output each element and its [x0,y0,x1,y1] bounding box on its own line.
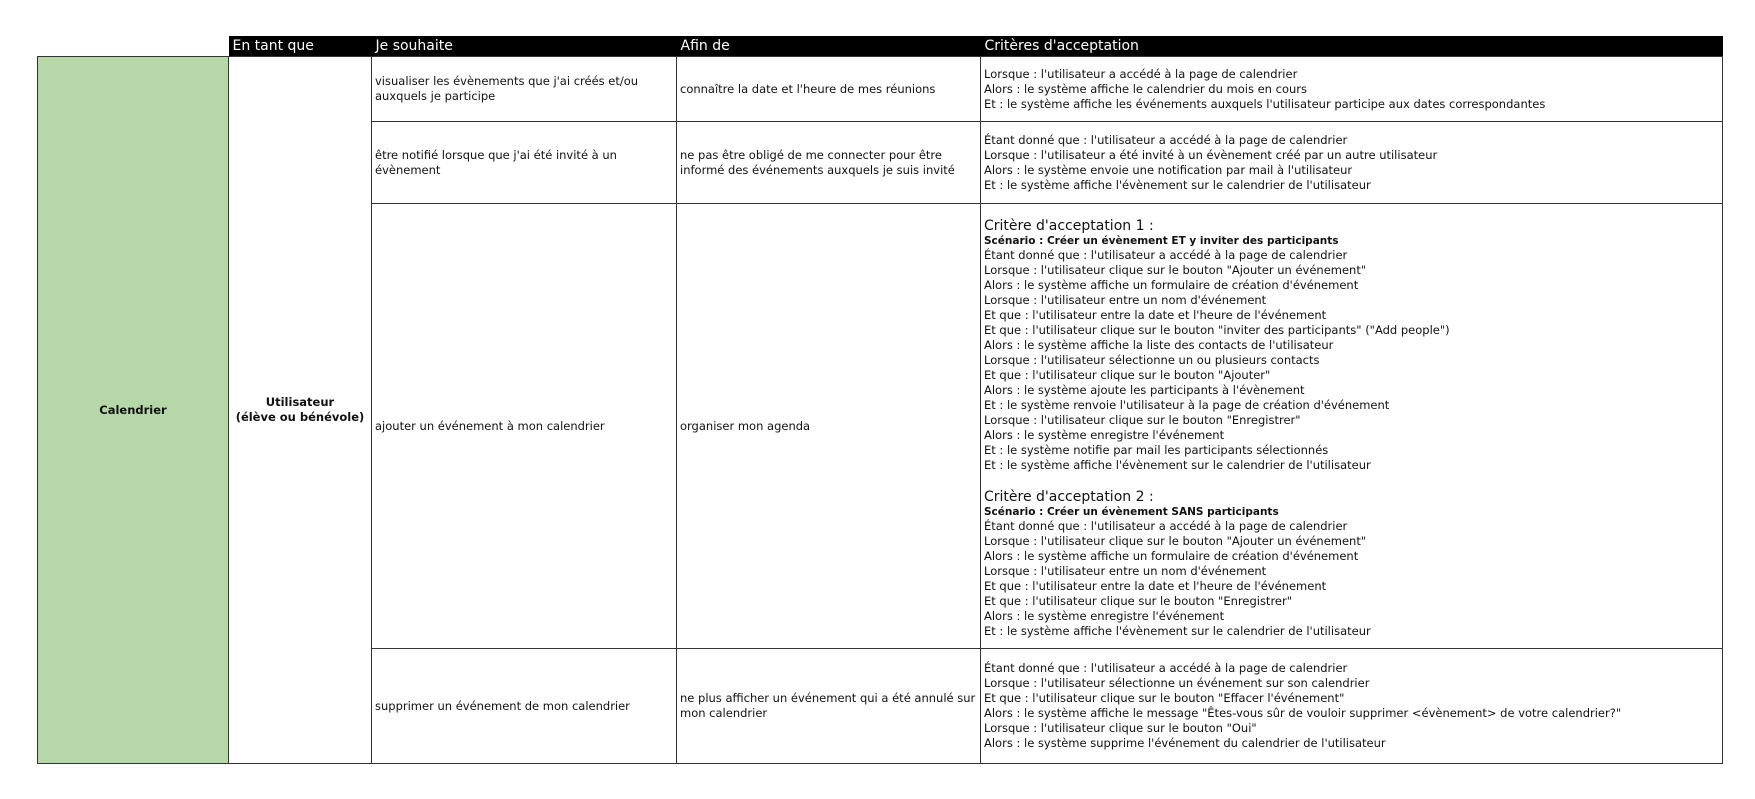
header-so-that: Afin de [677,36,981,57]
criteria-line: Et : le système affiche l'évènement sur le calendrier de l'utilisateur [984,623,1371,638]
want-cell: ajouter un événement à mon calendrier [372,204,677,649]
criteria-line: Et que : l'utilisateur clique sur le bouton "Ajouter" [984,367,1271,382]
criteria-line: Et que : l'utilisateur clique sur le bouton "Effacer l'événement" [984,691,1345,705]
criteria-line: Lorsque : l'utilisateur sélectionne un événement sur son calendrier [984,676,1370,690]
criteria-cell [981,57,1723,122]
criteria-cell [981,649,1723,764]
feature-cell: Calendrier [38,57,229,764]
table-row [38,57,1723,122]
criteria-line: Alors : le système enregistre l'événement [984,608,1225,623]
criteria-line: Et : le système affiche l'évènement sur le calendrier de l'utilisateur [984,457,1371,472]
criteria-line: Étant donné que : l'utilisateur a accédé à la page de calendrier [984,247,1348,262]
criteria-line: Alors : le système enregistre l'événement [984,427,1225,442]
criteria-line: Lorsque : l'utilisateur entre un nom d'événement [984,563,1267,578]
criteria-line: Lorsque : l'utilisateur clique sur le bouton "Oui" [984,721,1257,735]
header-row [38,36,1723,57]
criteria-line: Lorsque : l'utilisateur entre un nom d'événement [984,292,1267,307]
role-detail: (élève ou bénévole) [235,410,365,424]
criteria-line: Alors : le système affiche la liste des contacts de l'utilisateur [984,337,1334,352]
want-cell: être notifié lorsque que j'ai été invité à un évènement [372,122,677,204]
criteria-line: Lorsque : l'utilisateur sélectionne un ou plusieurs contacts [984,352,1320,367]
criteria-line: Étant donné que : l'utilisateur a accédé à la page de calendrier [984,518,1348,533]
criteria-line: Et que : l'utilisateur clique sur le bouton "Enregistrer" [984,593,1293,608]
criteria-line: Et que : l'utilisateur entre la date et l'heure de l'événement [984,578,1327,593]
header-blank [38,36,229,57]
header-acceptance-criteria: Critères d'acceptation [981,36,1723,57]
criteria-line: Et : le système affiche les événements auxquels l'utilisateur participe aux dates correspondantes [984,96,1546,111]
goal-cell: ne pas être obligé de me connecter pour être informé des événements auxquels je suis invité [677,122,981,204]
criteria-line: Et : le système affiche l'évènement sur le calendrier de l'utilisateur [984,177,1371,192]
criteria-line: Alors : le système affiche le calendrier du mois en cours [984,81,1307,96]
goal-cell: ne plus afficher un événement qui a été annulé sur mon calendrier [677,649,981,764]
criteria-line: Alors : le système affiche un formulaire de création d'événement [984,277,1359,292]
user-story-table [37,36,1723,764]
criteria-title: Critère d'acceptation 2 : [984,488,1154,505]
criteria-line: Étant donné que : l'utilisateur a accédé à la page de calendrier [984,661,1348,675]
header-i-want: Je souhaite [372,36,677,57]
goal-cell: connaître la date et l'heure de mes réunions [677,57,981,122]
criteria-line: Lorsque : l'utilisateur a accédé à la page de calendrier [984,66,1298,81]
criteria-line: Et : le système renvoie l'utilisateur à la page de création d'événement [984,397,1390,412]
spacer [984,473,1719,485]
scenario-label: Scénario : Créer un évènement SANS participants [984,505,1279,518]
criteria-title: Critère d'acceptation 1 : [984,217,1154,234]
criteria-line: Lorsque : l'utilisateur a été invité à un évènement créé par un autre utilisateur [984,147,1438,162]
criteria-line: Alors : le système envoie une notification par mail à l'utilisateur [984,162,1353,177]
role-label: Utilisateur [265,395,335,409]
criteria-cell [981,122,1723,204]
criteria-line: Lorsque : l'utilisateur clique sur le bouton "Ajouter un événement" [984,262,1367,277]
criteria-cell [981,204,1723,649]
want-cell: visualiser les évènements que j'ai créés et/ou auxquels je participe [372,57,677,122]
criteria-line: Lorsque : l'utilisateur clique sur le bouton "Enregistrer" [984,412,1301,427]
criteria-line: Et que : l'utilisateur clique sur le bouton "inviter des participants" ("Add people") [984,322,1450,337]
goal-cell: organiser mon agenda [677,204,981,649]
criteria-line: Alors : le système supprime l'événement du calendrier de l'utilisateur [984,736,1386,750]
scenario-label: Scénario : Créer un évènement ET y inviter des participants [984,234,1339,247]
criteria-line: Alors : le système affiche un formulaire de création d'événement [984,548,1359,563]
criteria-line: Et : le système notifie par mail les participants sélectionnés [984,442,1329,457]
criteria-line: Lorsque : l'utilisateur clique sur le bouton "Ajouter un événement" [984,533,1367,548]
role-cell [229,57,372,764]
header-as-a: En tant que [229,36,372,57]
criteria-line: Alors : le système affiche le message "Êtes-vous sûr de vouloir supprimer <évènement> de votre calendrier?" [984,706,1622,720]
criteria-line: Et que : l'utilisateur entre la date et l'heure de l'événement [984,307,1327,322]
criteria-line: Alors : le système ajoute les participants à l'évènement [984,382,1305,397]
want-cell: supprimer un événement de mon calendrier [372,649,677,764]
criteria-line: Étant donné que : l'utilisateur a accédé à la page de calendrier [984,132,1348,147]
